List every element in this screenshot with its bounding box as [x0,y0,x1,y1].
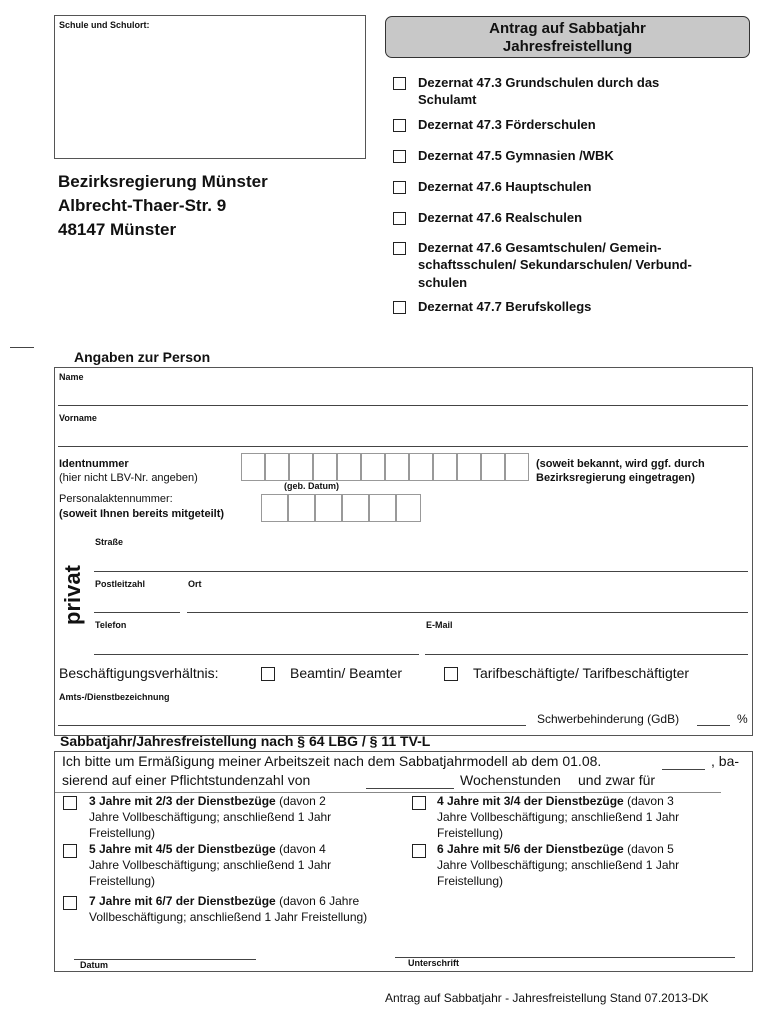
checkbox-beamtin-beamter[interactable] [261,667,275,681]
start-year-field[interactable] [662,769,705,770]
ident-note1: (soweit bekannt, wird ggf. durch [536,458,705,470]
option-7-jahre-title: 7 Jahre mit 6/7 der Dienstbezüge [89,894,276,908]
ident-cell[interactable] [313,453,337,481]
checkbox-dezernat-47-6-gesamtschulen[interactable] [393,242,406,255]
pak-cell[interactable] [369,494,396,522]
pflichtstunden-field[interactable] [366,788,454,789]
checkbox-option-6-jahre[interactable] [412,844,426,858]
option-4-jahre-rest: (davon 3 [623,794,674,808]
title-line1: Antrag auf Sabbatjahr [489,20,646,37]
strasse-label: Straße [95,537,124,547]
footer-text: Antrag auf Sabbatjahr - Jahresfreistellung Stand 07.2013-DK [385,991,709,1005]
pak-label: Personalaktennummer: [59,493,173,505]
option-5-jahre-line3: Freistellung) [89,874,156,888]
vorname-field[interactable] [58,446,748,447]
ident-note2: Bezirksregierung eingetragen) [536,472,695,484]
name-label: Name [59,372,84,382]
option-5-jahre-rest: (davon 4 [275,842,326,856]
plz-field[interactable] [94,612,180,613]
address-line2: Albrecht-Thaer-Str. 9 [58,196,227,215]
dept-label-4: Dezernat 47.6 Hauptschulen [418,179,592,194]
schwer-label: Schwerbehinderung (GdB) [537,712,680,726]
dept-label-6c: schulen [418,275,468,290]
request-line1a: Ich bitte um Ermäßigung meiner Arbeitszeit nach dem Sabbatjahrmodell ab dem 01.08. [62,753,602,769]
amt-label: Amts-/Dienstbezeichnung [59,692,170,702]
pak-cell[interactable] [396,494,421,522]
fold-mark [10,347,34,348]
ident-cell[interactable] [385,453,409,481]
ort-label: Ort [188,579,202,589]
dept-label-6b: schaftsschulen/ Sekundarschulen/ Verbund- [418,257,692,272]
datum-label: Datum [80,960,109,970]
request-line2c: und zwar für [578,772,656,788]
unterschrift-label: Unterschrift [408,958,460,968]
title-line2: Jahresfreistellung [502,38,633,55]
pak-hint: (soweit Ihnen bereits mitgeteilt) [59,508,225,520]
title-box [385,16,750,58]
option-6-jahre-line3: Freistellung) [437,874,504,888]
option-3-jahre-line1 [89,794,326,808]
ident-cell[interactable] [265,453,289,481]
ident-cell[interactable] [457,453,481,481]
address-line1: Bezirksregierung Münster [58,172,268,191]
pak-cell[interactable] [315,494,342,522]
ident-cell[interactable] [481,453,505,481]
dept-label-1a: Dezernat 47.3 Grundschulen durch das [418,75,660,90]
checkbox-tarifbeschaeftigte[interactable] [444,667,458,681]
schwer-field[interactable] [697,725,730,726]
email-label: E-Mail [426,620,453,630]
ident-cell[interactable] [241,453,265,481]
checkbox-dezernat-47-6-realschulen[interactable] [393,212,406,225]
option-6-jahre-title: 6 Jahre mit 5/6 der Dienstbezüge [437,842,624,856]
name-field[interactable] [58,405,748,406]
option-6-jahre-line2: Jahre Vollbeschäftigung; anschließend 1 Jahr [437,858,680,872]
employment-label: Beschäftigungsverhältnis: [59,665,219,681]
request-line1b: , ba- [711,753,740,769]
checkbox-option-5-jahre[interactable] [63,844,77,858]
dept-label-6a: Dezernat 47.6 Gesamtschulen/ Gemein- [418,240,662,255]
employment-opt1: Beamtin/ Beamter [290,665,403,681]
option-7-jahre-rest: (davon 6 Jahre [275,894,360,908]
school-label: Schule und Schulort: [59,20,150,30]
telefon-label: Telefon [95,620,127,630]
plz-label: Postleitzahl [95,579,146,589]
person-heading: Angaben zur Person [74,349,211,365]
ident-cell[interactable] [337,453,361,481]
checkbox-dezernat-47-5-gymnasien[interactable] [393,150,406,163]
dept-label-3: Dezernat 47.5 Gymnasien /WBK [418,148,614,163]
checkbox-option-7-jahre[interactable] [63,896,77,910]
checkbox-option-4-jahre[interactable] [412,796,426,810]
ident-cell[interactable] [433,453,457,481]
dept-label-7: Dezernat 47.7 Berufskollegs [418,299,592,314]
checkbox-dezernat-47-3-grundschulen[interactable] [393,77,406,90]
ort-field[interactable] [187,612,748,613]
request-divider [55,792,721,793]
option-7-jahre-line2: Vollbeschäftigung; anschließend 1 Jahr Freistellung) [89,910,368,924]
checkbox-option-3-jahre[interactable] [63,796,77,810]
pak-cell[interactable] [342,494,369,522]
strasse-field[interactable] [94,571,748,572]
geb-label: (geb. Datum) [284,481,339,491]
option-3-jahre-title: 3 Jahre mit 2/3 der Dienstbezüge [89,794,276,808]
school-box[interactable] [54,15,366,159]
checkbox-dezernat-47-6-hauptschulen[interactable] [393,181,406,194]
option-4-jahre-line3: Freistellung) [437,826,504,840]
pak-cell[interactable] [288,494,315,522]
telefon-field[interactable] [94,654,419,655]
option-3-jahre-line2: Jahre Vollbeschäftigung; anschließend 1 Jahr [89,810,332,824]
option-4-jahre-title: 4 Jahre mit 3/4 der Dienstbezüge [437,794,624,808]
checkbox-dezernat-47-7-berufskollegs[interactable] [393,301,406,314]
option-6-jahre-line1 [437,842,674,856]
privat-label: privat [60,565,85,625]
request-line2a: sierend auf einer Pflichtstundenzahl von [62,772,311,788]
request-line2b: Wochenstunden [460,772,561,788]
dept-label-5: Dezernat 47.6 Realschulen [418,210,583,225]
ident-cell[interactable] [289,453,313,481]
option-4-jahre-line1 [437,794,674,808]
option-7-jahre-line1 [89,894,359,908]
email-field[interactable] [425,654,748,655]
dept-label-2: Dezernat 47.3 Förderschulen [418,117,596,132]
ident-cell[interactable] [505,453,529,481]
schwer-unit: % [737,712,748,726]
ident-cell[interactable] [409,453,433,481]
ident-hint: (hier nicht LBV-Nr. angeben) [59,472,198,484]
employment-opt2: Tarifbeschäftigte/ Tarifbeschäftigter [473,665,690,681]
option-4-jahre-line2: Jahre Vollbeschäftigung; anschließend 1 Jahr [437,810,680,824]
ident-cell[interactable] [361,453,385,481]
option-6-jahre-rest: (davon 5 [623,842,674,856]
option-3-jahre-rest: (davon 2 [275,794,326,808]
option-5-jahre-title: 5 Jahre mit 4/5 der Dienstbezüge [89,842,276,856]
vorname-label: Vorname [59,413,97,423]
option-5-jahre-line1 [89,842,326,856]
checkbox-dezernat-47-3-foerderschulen[interactable] [393,119,406,132]
option-3-jahre-line3: Freistellung) [89,826,156,840]
address-line3: 48147 Münster [58,220,177,239]
dept-label-1b: Schulamt [418,92,477,107]
ident-label: Identnummer [59,458,129,470]
pak-cell[interactable] [261,494,288,522]
sabbat-heading: Sabbatjahr/Jahresfreistellung nach § 64 LBG / § 11 TV-L [60,733,431,749]
option-5-jahre-line2: Jahre Vollbeschäftigung; anschließend 1 Jahr [89,858,332,872]
amt-field[interactable] [58,725,526,726]
